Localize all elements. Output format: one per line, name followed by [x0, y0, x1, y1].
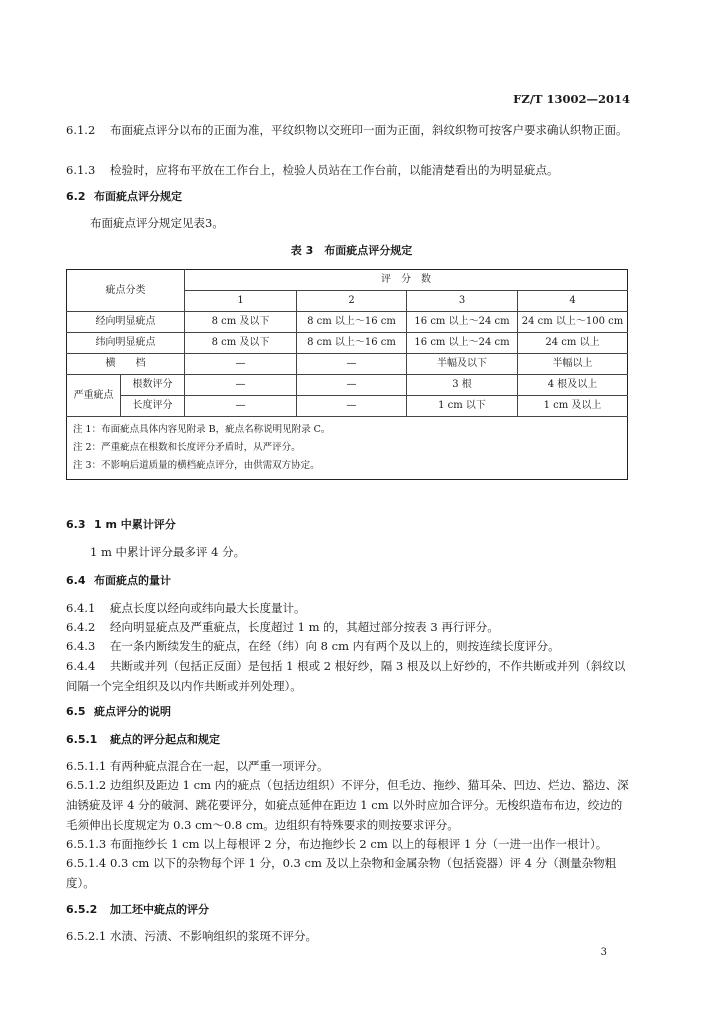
- table-cell: 1 cm 以下: [407, 396, 518, 417]
- table-cell: —: [185, 354, 297, 375]
- section-6-2-body: 布面疵点评分规定见表3。: [90, 216, 224, 230]
- table-cell: 半幅及以下: [407, 354, 518, 375]
- clause-text: 有两种疵点混合在一起，以严重一项评分。: [110, 759, 329, 773]
- score-col: 3: [407, 291, 518, 312]
- heading-6-5-1: [66, 730, 631, 750]
- severe-defect-label: 严重疵点: [67, 375, 121, 417]
- clause-number: 6.5.1.4: [66, 856, 107, 870]
- row-label: 经向明显疵点: [67, 312, 185, 333]
- standard-code: FZ/T 13002—2014: [513, 92, 630, 106]
- table-cell: 8 cm 以上～16 cm: [297, 312, 407, 333]
- table-caption: 表 3 布面疵点评分规定: [290, 244, 413, 257]
- clause-6-5-2-1: [66, 926, 631, 946]
- clause-text: 经向明显疵点及严重疵点，长度超过 1 m 的，其超过部分按表 3 再行评分。: [110, 620, 499, 634]
- table-cell: —: [297, 375, 407, 396]
- table-cell: 8 cm 以上～16 cm: [297, 333, 407, 354]
- heading-6-2: [66, 187, 631, 207]
- table-row: [67, 396, 628, 417]
- header-category: 疵点分类: [67, 270, 185, 312]
- heading-title: 布面疵点的量计: [94, 574, 171, 587]
- heading-6-3: [66, 515, 631, 535]
- clause-6-5-1-2: [66, 775, 631, 835]
- clause-6-5-1-4: [66, 853, 631, 893]
- table-cell: —: [185, 375, 297, 396]
- heading-number: 6.3: [66, 518, 86, 531]
- clause-6-5-1-3: [66, 834, 631, 854]
- header-score: 评 分 数: [185, 270, 628, 291]
- heading-title: 布面疵点评分规定: [94, 190, 182, 203]
- table-cell: 16 cm 以上～24 cm: [407, 333, 518, 354]
- clause-number: 6.1.3: [66, 163, 96, 177]
- clause-number: 6.4.2: [66, 620, 96, 634]
- score-col: 1: [185, 291, 297, 312]
- table-header-row: [67, 270, 628, 291]
- clause-text: 共断或并列（包括正反面）是包括 1 根或 2 根好纱，隔 3 根及以上好纱的，不作共断或并列（斜纹以间隔一个完全组织及以内作共断或并列处理）。: [66, 659, 626, 693]
- table-cell: —: [297, 354, 407, 375]
- clause-text: 检验时，应将布平放在工作台上，检验人员站在工作台前，以能清楚看出的为明显疵点。: [110, 163, 559, 177]
- heading-6-5-2: [66, 900, 631, 920]
- table-cell: 24 cm 以上～100 cm: [518, 312, 628, 333]
- heading-6-5: [66, 702, 631, 722]
- clause-6-4-1: [66, 598, 631, 618]
- clause-text: 水渍、污渍、不影响组织的浆斑不评分。: [110, 929, 317, 943]
- clause-text: 疵点长度以经向或纬向最大长度量计。: [110, 601, 306, 615]
- table-cell: 3 根: [407, 375, 518, 396]
- clause-number: 6.4.1: [66, 601, 96, 615]
- table-note: 注 2：严重疵点在根数和长度评分矛盾时，从严评分。: [73, 442, 301, 453]
- clause-text: 0.3 cm 以下的杂物每个评 1 分，0.3 cm 及以上杂物和金属杂物（包括瓷器）评 4 分（测量杂物粗度）。: [66, 856, 617, 890]
- heading-title: 加工坯中疵点的评分: [110, 903, 209, 916]
- table-cell: —: [297, 396, 407, 417]
- clause-number: 6.4.4: [66, 659, 96, 673]
- heading-number: 6.5.1: [66, 733, 98, 746]
- table-cell: 4 根及以上: [518, 375, 628, 396]
- row-label: 长度评分: [121, 396, 185, 417]
- page-number: 3: [600, 947, 607, 958]
- row-label: 纬向明显疵点: [67, 333, 185, 354]
- heading-title: 疵点的评分起点和规定: [110, 733, 220, 746]
- clause-6-4-3: [66, 636, 631, 656]
- table-cell: 8 cm 及以下: [185, 312, 297, 333]
- table-notes-row: [67, 417, 628, 480]
- heading-title: 疵点评分的说明: [94, 705, 171, 718]
- defect-score-table: [66, 269, 628, 480]
- clause-number: 6.4.3: [66, 639, 96, 653]
- clause-text: 布面拖纱长 1 cm 以上每根评 2 分，布边拖纱长 2 cm 以上的每根评 1 分（一进一出作一根计）。: [110, 837, 608, 851]
- table-note: 注 1：布面疵点具体内容见附录 B，疵点名称说明见附录 C。: [73, 424, 331, 435]
- table-notes: [67, 417, 628, 480]
- table-cell: 16 cm 以上～24 cm: [407, 312, 518, 333]
- row-label: 横 档: [67, 354, 185, 375]
- table-note: 注 3：不影响后道质量的横档疵点评分，由供需双方协定。: [73, 460, 320, 471]
- table-row: [67, 354, 628, 375]
- clause-number: 6.5.2.1: [66, 929, 107, 943]
- table-row: [67, 312, 628, 333]
- clause-6-1-2: [66, 120, 631, 140]
- table-cell: 8 cm 及以下: [185, 333, 297, 354]
- clause-text: 在一条内断续发生的疵点，在经（纬）向 8 cm 内有两个及以上的，则按连续长度评分。: [110, 639, 560, 653]
- table-row: [67, 375, 628, 396]
- clause-text: 边组织及距边 1 cm 内的疵点（包括边组织）不评分，但毛边、拖纱、猫耳朵、凹边、烂边、豁边、深油锈疵及评 4 分的破洞、跳花要评分，如疵点延伸在距边 1 cm 以外时应加合评分。无梭织造布布边，绞边的毛须伸出长度规定为 0.3 cm～0.8 cm。边组织有特殊要求的则按要求评分。: [66, 778, 629, 832]
- clause-number: 6.5.1.1: [66, 759, 107, 773]
- table-cell: 半幅以上: [518, 354, 628, 375]
- score-col: 2: [297, 291, 407, 312]
- clause-6-4-4: [66, 656, 631, 696]
- heading-number: 6.5.2: [66, 903, 98, 916]
- heading-6-4: [66, 571, 631, 591]
- clause-number: 6.5.1.3: [66, 837, 107, 851]
- heading-title: 1 m 中累计评分: [94, 518, 176, 531]
- heading-number: 6.2: [66, 190, 86, 203]
- heading-number: 6.5: [66, 705, 86, 718]
- clause-6-4-2: [66, 617, 631, 637]
- table-row: [67, 333, 628, 354]
- table-cell: —: [185, 396, 297, 417]
- table-cell: 1 cm 及以上: [518, 396, 628, 417]
- row-label: 根数评分: [121, 375, 185, 396]
- clause-6-1-3: [66, 160, 631, 180]
- clause-number: 6.5.1.2: [66, 778, 107, 792]
- clause-text: 布面疵点评分以布的正面为准，平纹织物以交班印一面为正面，斜纹织物可按客户要求确认织物正面。: [110, 123, 628, 137]
- heading-number: 6.4: [66, 574, 86, 587]
- score-col: 4: [518, 291, 628, 312]
- section-6-3-body: 1 m 中累计评分最多评 4 分。: [90, 545, 246, 559]
- clause-6-5-1-1: [66, 756, 631, 776]
- clause-number: 6.1.2: [66, 123, 96, 137]
- table-cell: 24 cm 以上: [518, 333, 628, 354]
